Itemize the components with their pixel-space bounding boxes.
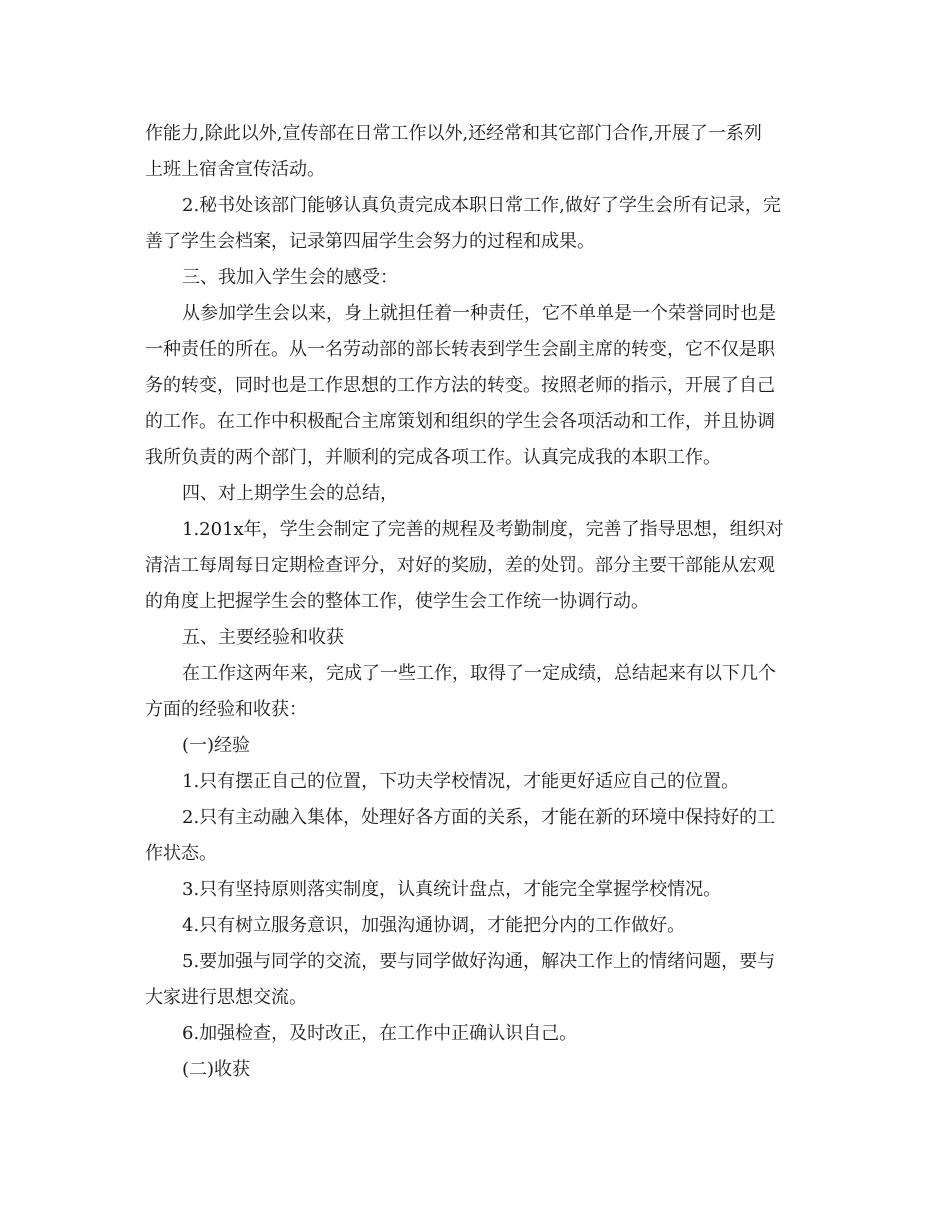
- text-line: 我所负责的两个部门，并顺利的完成各项工作。认真完成我的本职工作。: [145, 447, 721, 468]
- text-line: 方面的经验和收获：: [145, 699, 307, 720]
- text-line: 上班上宿舍宣传活动。: [145, 159, 325, 180]
- text-line: 的工作。在工作中积极配合主席策划和组织的学生会各项活动和工作，并且协调: [145, 411, 775, 432]
- text-line: 的角度上把握学生会的整体工作，使学生会工作统一协调行动。: [145, 591, 649, 612]
- text-line: 三、我加入学生会的感受：: [182, 267, 398, 288]
- text-line: 2.只有主动融入集体，处理好各方面的关系，才能在新的环境中保持好的工: [182, 807, 776, 828]
- text-line: 5.要加强与同学的交流，要与同学做好沟通，解决工作上的情绪问题，要与: [182, 951, 776, 972]
- text-line: 务的转变，同时也是工作思想的工作方法的转变。按照老师的指示，开展了自己: [145, 375, 775, 396]
- text-line: (二)收获: [182, 1059, 251, 1080]
- text-line: 从参加学生会以来，身上就担任着一种责任，它不单单是一个荣誉同时也是: [182, 303, 776, 324]
- text-line: 四、对上期学生会的总结，: [182, 483, 398, 504]
- text-line: 五、主要经验和收获: [182, 627, 344, 648]
- text-line: 大家进行思想交流。: [145, 987, 307, 1008]
- document-body: [145, 116, 810, 1088]
- text-line: 作能力,除此以外,宣传部在日常工作以外,还经常和其它部门合作,开展了一系列: [145, 123, 762, 144]
- text-line: 3.只有坚持原则落实制度，认真统计盘点，才能完全掌握学校情况。: [182, 879, 722, 900]
- text-line: 1.只有摆正自己的位置，下功夫学校情况，才能更好适应自己的位置。: [182, 771, 740, 792]
- text-line: 善了学生会档案，记录第四届学生会努力的过程和成果。: [145, 231, 595, 252]
- text-line: 作状态。: [145, 843, 217, 864]
- text-line: 4.只有树立服务意识，加强沟通协调，才能把分内的工作做好。: [182, 915, 686, 936]
- text-line: 2.秘书处该部门能够认真负责完成本职日常工作,做好了学生会所有记录，完: [182, 195, 781, 216]
- text-line: 1.201x年，学生会制定了完善的规程及考勤制度，完善了指导思想，组织对: [182, 519, 784, 540]
- text-line: 6.加强检查，及时改正，在工作中正确认识自己。: [182, 1023, 578, 1044]
- text-line: 在工作这两年来，完成了一些工作，取得了一定成绩，总结起来有以下几个: [182, 663, 776, 684]
- text-line: (一)经验: [182, 735, 251, 756]
- text-line: 一种责任的所在。从一名劳动部的部长转表到学生会副主席的转变，它不仅是职: [145, 339, 775, 360]
- text-line: 清洁工每周每日定期检查评分，对好的奖励，差的处罚。部分主要干部能从宏观: [145, 555, 775, 576]
